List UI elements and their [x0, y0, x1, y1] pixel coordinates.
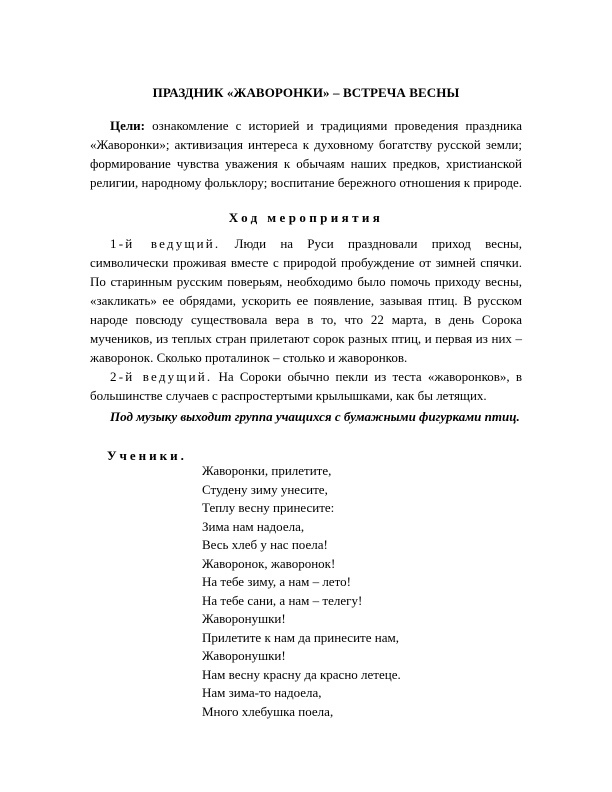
poem-line: Прилетите к нам да принесите нам, [202, 629, 399, 645]
host1-paragraph [90, 234, 522, 367]
goals-paragraph [90, 116, 522, 192]
poem-line: Нам весну красну да красно летеце. [202, 666, 401, 682]
poem-line: Много хлебушка поела, [202, 703, 334, 719]
poem-line: На тебе зиму, а нам – лето! [202, 574, 351, 589]
document-title: ПРАЗДНИК «ЖАВОРОНКИ» – ВСТРЕЧА ВЕСНЫ [152, 85, 460, 100]
poem [202, 462, 401, 721]
poem-line: Жаворонушки! [202, 611, 286, 626]
poem-line: Студену зиму унесите, [202, 481, 328, 497]
host1-text: Люди на Руси праздновали приход весны, символически проживая вместе с природой пробуждение от зимней спячки. По старинным русским поверьям, необходимо было помочь приходу весны, «закликать» ее обрядами, ускорить ее появление, зазывая птиц. В русском народе повсюду существовала вера в то, что 22 марта, в день Сорока мучеников, из теплых стран прилетают сорок разных птиц, и первая из них – жаворонок. Сколько проталинок – столько и жаворонков. [90, 236, 522, 365]
students-label: Ученики. [107, 448, 187, 463]
goals-text: ознакомление с историей и традициями проведения праздника «Жаворонки»; активизация интереса к духовному богатству русской земли; формирование чувства уважения к обычаям наших предков, христианской религии, народному фольклору; воспитание бережного отношения к природе. [90, 118, 523, 190]
poem-line: Нам зима-то надоела, [202, 685, 322, 700]
poem-line: Жаворонок, жаворонок! [202, 555, 336, 571]
poem-line: Весь хлеб у нас поела! [202, 537, 328, 552]
poem-line: На тебе сани, а нам – телегу! [202, 592, 363, 608]
goals-lead: Цели: [110, 118, 145, 133]
event-heading: Ход мероприятия [228, 210, 384, 225]
poem-line: Жаворонки, прилетите, [202, 463, 332, 478]
poem-line: Жаворонушки! [202, 648, 286, 663]
stage-direction [90, 407, 522, 426]
host1-speaker: 1-й ведущий. [110, 236, 221, 251]
host2-paragraph [90, 367, 522, 405]
stage-direction-text: Под музыку выходит группа учащихся с бумажными фигурками птиц. [110, 409, 520, 424]
poem-line: Зима нам надоела, [202, 518, 305, 534]
host2-text: На Сороки обычно пекли из теста «жаворонков», в большинстве случаев с распростертыми крылышками, как бы летящих. [90, 369, 522, 403]
host2-speaker: 2-й ведущий. [110, 369, 213, 384]
poem-line: Теплу весну принесите: [202, 500, 335, 515]
